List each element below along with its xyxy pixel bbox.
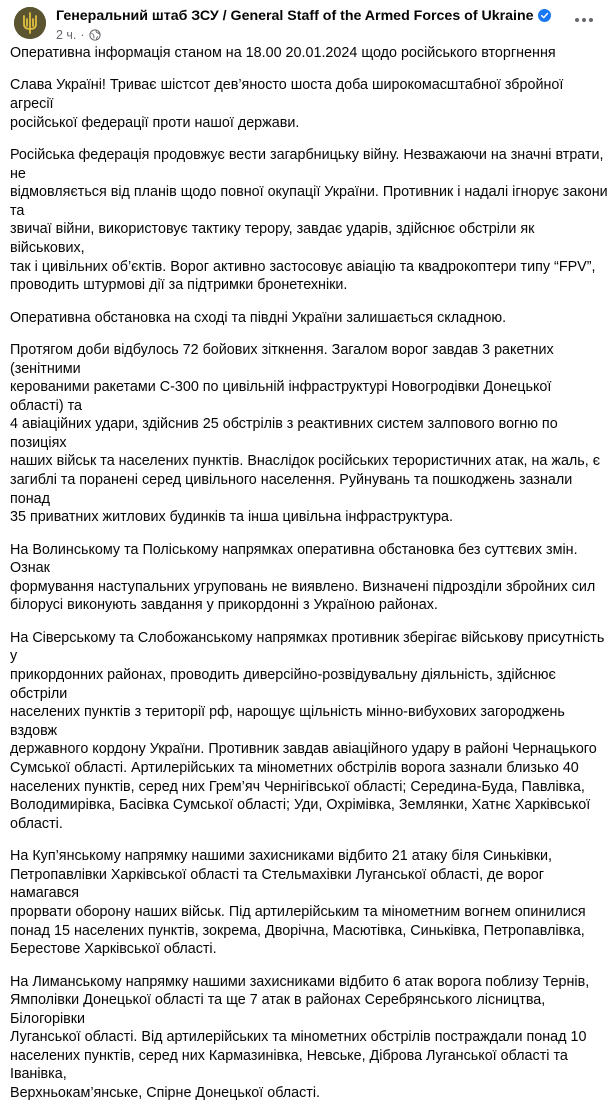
post-paragraph: На Сіверському та Слобожанському напрямках противник зберігає військову присутність у прикордонних районах, проводить диверсійно-розвідувальну діяльність, здійснює обстріли населених пунктів з території рф, нарощує щільність мінно-вибухових загороджень вздовж державного кордону України. Противник завдав авіаційного удару в районі Чернацького Сумської області. Артилерійських та мінометних обстрілів ворога зазнали близько 40 населених пунктів, серед них Грем’яч Чернігівської області; Середина-Буда, Павлівка, Володимирівка, Басівка Сумської області; Уди, Охрімівка, Землянки, Хатнє Харківської області. <box>10 629 605 832</box>
post-paragraph-title: Оперативна інформація станом на 18.00 20.01.2024 щодо російського вторгнення <box>10 45 556 61</box>
post-paragraph: На Волинському та Поліському напрямках оперативна обстановка без суттєвих змін. Ознак формування наступальних угруповань не виявлено. Визначені підрозділи збройних сил білорусі виконують завдання у прикордонні з Україною районах. <box>10 541 596 614</box>
page-avatar[interactable] <box>14 7 46 39</box>
post-time[interactable]: 2 ч. <box>56 28 77 42</box>
post-header <box>12 6 600 46</box>
post-paragraph: На Лиманському напрямку нашими захисниками відбито 6 атак ворога поблизу Тернів, Ямполівки Донецької області та ще 7 атак в районах Серебрянського лісництва, Білогорівки Луганської області. Від артилерійських та мінометних обстрілів постраждали понад 10 населених пунктів, серед них Кармазинівка, Невське, Діброва Луганської області та Іванівка, Верхньокам’янське, Спірне Донецької області. <box>10 973 590 1102</box>
post-meta <box>56 28 101 44</box>
post-body <box>10 44 608 1116</box>
globe-icon <box>89 29 101 44</box>
post-paragraph: Слава Україні! Триває шістсот дев’яносто шоста доба широкомасштабної збройної агресії російської федерації проти нашої держави. <box>10 77 564 131</box>
more-options-icon[interactable] <box>572 10 596 30</box>
post-paragraph: Оперативна обстановка на сході та півдні України залишається складною. <box>10 309 507 326</box>
meta-separator: · <box>80 28 85 42</box>
page-name[interactable] <box>56 8 551 26</box>
verified-badge-icon <box>538 9 551 26</box>
post-paragraph: Російська федерація продовжує вести загарбницьку війну. Незважаючи на значні втрати, не відмовляється від планів щодо повної окупації України. Противник і надалі ігнорує закони та звичаї війни, використовує тактику терору, завдає ударів, здійснює обстріли як військових, так і цивільних об’єктів. Ворог активно застосовує авіацію та квадрокоптери типу “FPV”, проводить штурмові дії за підтримки бронетехніки. <box>10 146 608 294</box>
page-name-text[interactable]: Генеральний штаб ЗСУ / General Staff of the Armed Forces of Ukraine <box>56 8 534 24</box>
trident-emblem-icon <box>14 7 46 39</box>
post-paragraph: Протягом доби відбулось 72 бойових зіткнення. Загалом ворог завдав 3 ракетних (зенітними керованими ракетами С-300 по цивільній інфраструктурі Новогродівки Донецької області) та 4 авіаційних удари, здійснив 25 обстрілів з реактивних систем залпового вогню по позиціях наших військ та населених пунктів. Внаслідок російських терористичних атак, на жаль, є загиблі та поранені серед цивільного населення. Руйнувань та пошкоджень зазнали понад 35 приватних житлових будинків та інша цивільна інфраструктура. <box>10 341 601 526</box>
post-paragraph: На Куп’янському напрямку нашими захисниками відбито 21 атаку біля Синьківки, Петропавлівки Харківської області та Стельмахівки Луганської області, де ворог намагався прорвати оборону наших військ. Під артилерійським та мінометним вогнем опинилися понад 15 населених пунктів, зокрема, Дворічна, Масютівка, Синьківка, Петропавлівка, Берестове Харківської області. <box>10 848 586 958</box>
